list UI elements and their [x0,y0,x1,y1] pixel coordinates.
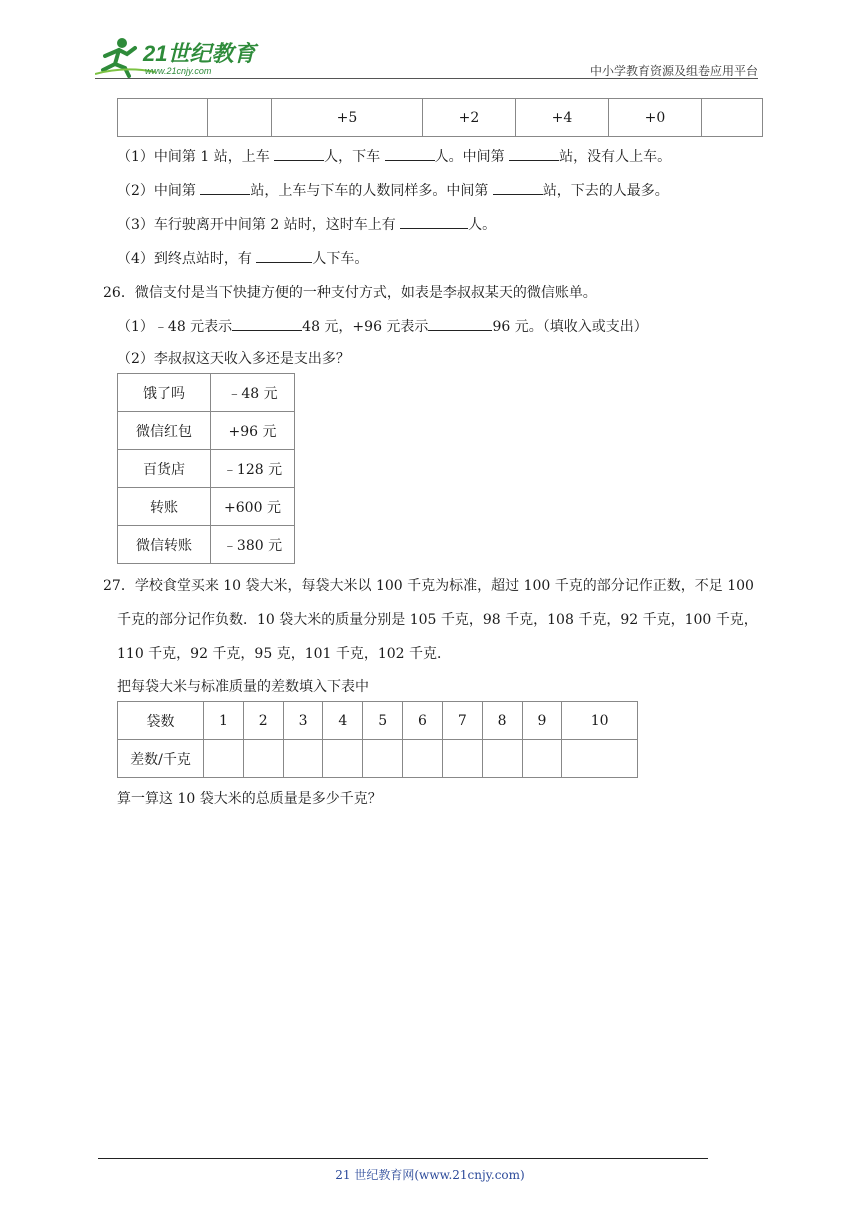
q27-stem-line1: 27．学校食堂买来 10 袋大米，每袋大米以 100 千克为标准，超过 100 千克的部分记作正数，不足 100 [103,578,754,594]
header-divider [95,78,758,79]
bag-number: 8 [482,702,522,740]
bill-item: 饿了吗 [118,374,211,412]
q25-part1: （1）中间第 1 站，上车 人，下车 人。中间第 站，没有人上车。 [117,145,671,166]
diff-cell[interactable] [522,740,562,778]
table-cell [118,99,208,137]
table-cell: +2 [423,99,516,137]
bill-amount: ﹣48 元 [211,374,295,412]
table-row [118,99,763,137]
answer-blank[interactable] [428,315,492,331]
answer-blank[interactable] [509,145,559,161]
table-row [118,450,295,488]
wechat-bill-table [117,373,295,564]
bag-number: 2 [243,702,283,740]
site-logo [95,36,260,78]
answer-blank[interactable] [385,145,435,161]
table-cell [208,99,272,137]
platform-name: 中小学教育资源及组卷应用平台 [589,64,758,78]
bill-amount: ﹣380 元 [211,526,295,564]
bag-number: 5 [363,702,403,740]
rice-diff-table [117,701,638,778]
footer-text: 21 世纪教育网(www.21cnjy.com) [335,1168,525,1182]
logo-url: www.21cnjy.com [145,66,212,76]
table-row [118,526,295,564]
bill-item: 微信红包 [118,412,211,450]
bus-table [117,98,763,137]
bill-amount: +96 元 [211,412,295,450]
table-cell: +5 [272,99,423,137]
q27-stem-line2: 千克的部分记作负数．10 袋大米的质量分别是 105 千克，98 千克，108 千克，92 千克，100 千克， [117,612,758,628]
bill-amount: +600 元 [211,488,295,526]
bag-number: 3 [283,702,323,740]
bill-item: 转账 [118,488,211,526]
diff-cell[interactable] [204,740,244,778]
runner-logo-icon [95,36,260,78]
diff-cell[interactable] [442,740,482,778]
diff-cell[interactable] [283,740,323,778]
table-cell [702,99,763,137]
bag-number: 7 [442,702,482,740]
bill-amount: ﹣128 元 [211,450,295,488]
diff-cell[interactable] [403,740,443,778]
q25-part3: （3）车行驶离开中间第 2 站时，这时车上有 人。 [117,213,496,234]
table-row [118,702,638,740]
table-row [118,740,638,778]
table-row [118,412,295,450]
q26-stem: 26．微信支付是当下快捷方便的一种支付方式，如表是李叔叔某天的微信账单。 [103,285,597,301]
diff-cell[interactable] [562,740,638,778]
bag-number: 4 [323,702,363,740]
footer-divider [98,1158,708,1159]
bag-number: 6 [403,702,443,740]
bag-number: 10 [562,702,638,740]
diff-cell[interactable] [482,740,522,778]
table-cell: +0 [609,99,702,137]
q26-part2: （2）李叔叔这天收入多还是支出多？ [117,351,350,367]
bill-item: 百货店 [118,450,211,488]
q25-part4: （4）到终点站时，有 人下车。 [117,247,368,268]
q25-part2: （2）中间第 站，上车与下车的人数同样多。中间第 站，下去的人最多。 [117,179,669,200]
q27-instruction: 把每袋大米与标准质量的差数填入下表中 [117,679,369,695]
bag-number: 9 [522,702,562,740]
diff-cell[interactable] [243,740,283,778]
table-row [118,374,295,412]
row-header: 差数/千克 [118,740,204,778]
answer-blank[interactable] [200,179,250,195]
answer-blank[interactable] [274,145,324,161]
answer-blank[interactable] [256,247,312,263]
bill-item: 微信转账 [118,526,211,564]
answer-blank[interactable] [493,179,543,195]
answer-blank[interactable] [400,213,468,229]
q26-part1: （1）﹣48 元表示 48 元，+96 元表示 96 元。（填收入或支出） [117,315,648,336]
diff-cell[interactable] [323,740,363,778]
q27-stem-line3: 110 千克，92 千克，95 克，101 千克，102 千克． [117,646,452,662]
table-row [118,488,295,526]
row-header: 袋数 [118,702,204,740]
table-cell: +4 [516,99,609,137]
q27-question: 算一算这 10 袋大米的总质量是多少千克？ [117,791,382,807]
bag-number: 1 [204,702,244,740]
logo-text: 21世纪教育 [143,41,256,66]
answer-blank[interactable] [232,315,302,331]
diff-cell[interactable] [363,740,403,778]
